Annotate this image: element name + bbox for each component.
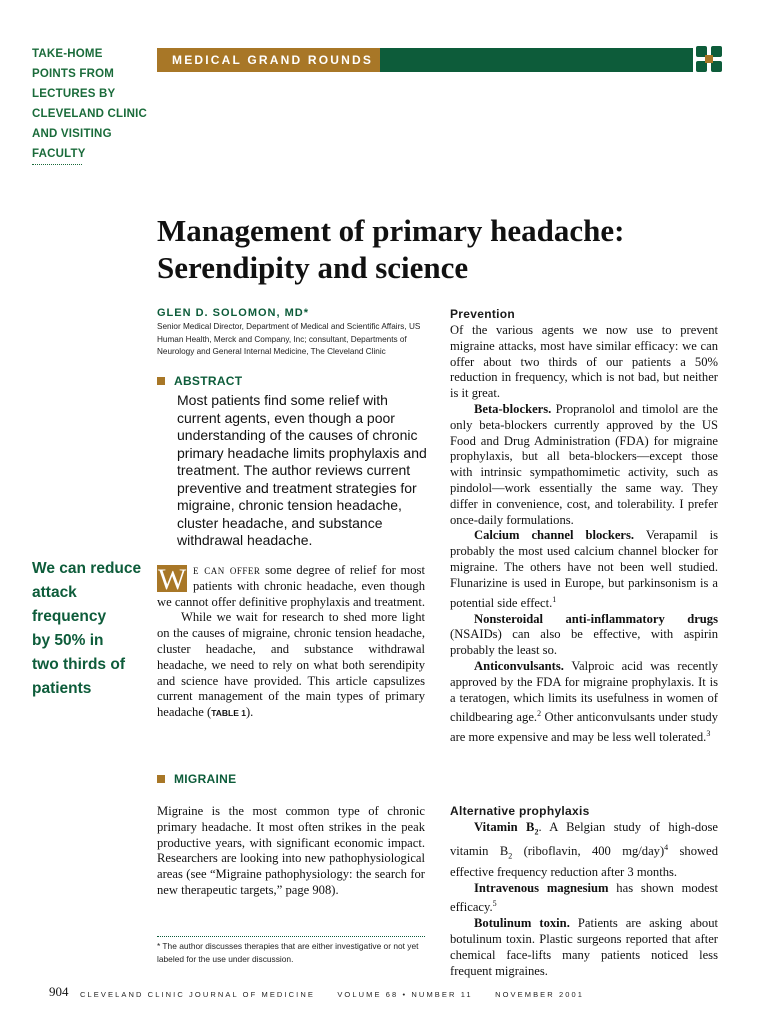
intro-text (157, 563, 425, 722)
abstract-text: Most patients find some relief with current agents, even though a poor understanding of the causes of chronic primary headache limits prophylaxis and treatment. The author reviews current preventive and treatment strategies for migraine, chronic tension headache, cluster headache, and substance withdrawal headache. (177, 392, 427, 548)
takehome-line: AND VISITING (32, 128, 112, 140)
author-affiliation: Senior Medical Director, Department of Medical and Scientific Affairs, US Human Health, Merck and Company, Inc; consultant, Departments of Neurology and General Internal Medicine, The Cleveland Clinic (157, 322, 421, 356)
takehome-line: TAKE-HOME (32, 48, 103, 60)
magnesium-heading: Intravenous magnesium (474, 880, 609, 895)
takehome-line: LECTURES BY (32, 88, 116, 100)
bullet-square-icon (157, 377, 165, 385)
journal-volume: VOLUME 68 • NUMBER 11 (337, 990, 473, 999)
title-line: Serendipity and science (157, 250, 469, 285)
journal-footer (80, 990, 584, 999)
anticonvulsants-text-2: Other anticonvulsants under study are more expensive and may be less well tolerated. (450, 710, 718, 745)
takehome-divider (32, 164, 82, 165)
subscript: 2 (508, 852, 513, 862)
anticonvulsants-text: Valproic acid was recently approved by the FDA for migraine prophylaxis. It is a teratogen, which limits its usefulness in women of childbearing age. (450, 658, 718, 725)
table-reference-link[interactable]: TABLE 1 (211, 708, 246, 719)
abstract-heading-text: ABSTRACT (174, 374, 243, 388)
title-line: Management of primary headache: (157, 213, 625, 248)
footnote: * The author discusses therapies that are either investigative or not yet labeled for the use under discussion. (157, 941, 419, 964)
drop-cap: W (157, 563, 187, 596)
beta-blockers-heading: Beta-blockers. (474, 401, 552, 416)
nsaid-heading: Nonsteroidal anti-inflammatory drugs (474, 611, 718, 626)
reference-marker: 5 (492, 899, 497, 909)
ccb-heading: Calcium channel blockers. (474, 528, 635, 543)
migraine-heading (157, 772, 236, 786)
migraine-text: Migraine is the most common type of chronic primary headache. It most often strikes in the peak productive years, with significant economic impact. Researchers are looking into new pathophysiological areas (see “Migraine pathophysiology: the search for new therapeutic targets,” page 908). (157, 804, 425, 897)
intro-paragraph-2-end: ). (245, 705, 254, 720)
article-title (157, 212, 717, 286)
pull-quote-line: attack frequency (32, 584, 107, 625)
vitamin-b2-text: . A Belgian study of high-dose vitamin B (450, 820, 718, 859)
bullet-square-icon (157, 775, 165, 783)
ccb-text: Verapamil is probably the most used calcium channel blocker for migraine. The others have not been well studied. Flunarizine is used in Europe, but parkinsonism is a potential side effect. (450, 528, 718, 610)
nsaid-text: (NSAIDs) can also be effective, with aspirin probably the least so. (450, 627, 718, 658)
section-banner (157, 48, 380, 72)
alternative-prophylaxis-heading: Alternative prophylaxis (450, 804, 590, 818)
prevention-paragraph: Of the various agents we now use to prevent migraine attacks, most have similar efficacy: we can offer about two thirds of our patients a 50% reduction in frequency, which is not bad, but neither is it great. (450, 323, 718, 401)
section-label: MEDICAL GRAND ROUNDS (172, 53, 374, 67)
intro-smallcaps: e can offer (193, 563, 261, 577)
reference-marker: 3 (706, 729, 711, 739)
journal-name: CLEVELAND CLINIC JOURNAL OF MEDICINE (80, 990, 315, 999)
clinic-logo-icon (696, 46, 722, 72)
prevention-heading: Prevention (450, 307, 516, 321)
botulinum-heading: Botulinum toxin. (474, 916, 570, 931)
vitamin-b2-text-2: (riboflavin, 400 mg/day) (512, 844, 665, 859)
footnote-divider (157, 936, 425, 937)
page-number: 904 (49, 984, 69, 999)
alternative-section (450, 820, 718, 980)
takehome-label (32, 44, 157, 164)
author-name: GLEN D. SOLOMON, MD* (157, 307, 309, 319)
beta-blockers-text: Propranolol and timolol are the only beta-blockers currently approved by the US Food and Drug Administration (FDA) for migraine prophylaxis, but all beta-blockers—except those with intrinsic sympathomimetic activity, such as pindolol—work essentially the same way. They differ in convenience, cost, and tolerability. I prefer once-daily formulations. (450, 401, 718, 527)
journal-date: NOVEMBER 2001 (495, 990, 585, 999)
vitamin-b2-text-3: showed effective frequency reduction after 3 months. (450, 844, 719, 879)
takehome-line: CLEVELAND CLINIC (32, 108, 148, 120)
intro-paragraph-2: While we wait for research to shed more light on the causes of migraine, chronic tension headache, cluster headache, and substance withdrawal headache, we need to rely on what both serendipity and science have provided. This article capsulizes current management of the main types of primary headache ( (157, 610, 425, 720)
takehome-line: POINTS FROM (32, 68, 115, 80)
pull-quote-line: two thirds of (32, 656, 125, 673)
reference-marker: 2 (537, 709, 542, 719)
migraine-heading-text: MIGRAINE (174, 772, 237, 786)
reference-marker: 1 (552, 594, 557, 604)
reference-marker: 4 (664, 843, 669, 853)
intro-paragraph: some degree of relief for most patients with chronic headache, even though we cannot offer definitive prophylaxis and treatment. (157, 563, 426, 609)
pull-quote-line: We can reduce (32, 560, 142, 577)
pull-quote-line: patients (32, 680, 92, 697)
takehome-line: FACULTY (32, 148, 86, 160)
prevention-section (450, 323, 718, 746)
abstract-heading (157, 374, 242, 388)
anticonvulsants-heading: Anticonvulsants. (474, 658, 564, 673)
pull-quote (32, 557, 152, 701)
section-banner-bar (380, 48, 693, 72)
pull-quote-line: by 50% in (32, 632, 104, 649)
magnesium-text: has shown modest efficacy. (450, 880, 718, 915)
botulinum-text: Patients are asking about botulinum toxin. Plastic surgeons reported that after chemical face-lifts many patients noticed less frequent migraines. (450, 916, 718, 978)
vitamin-b2-heading: Vitamin $B_2$ (474, 820, 539, 837)
